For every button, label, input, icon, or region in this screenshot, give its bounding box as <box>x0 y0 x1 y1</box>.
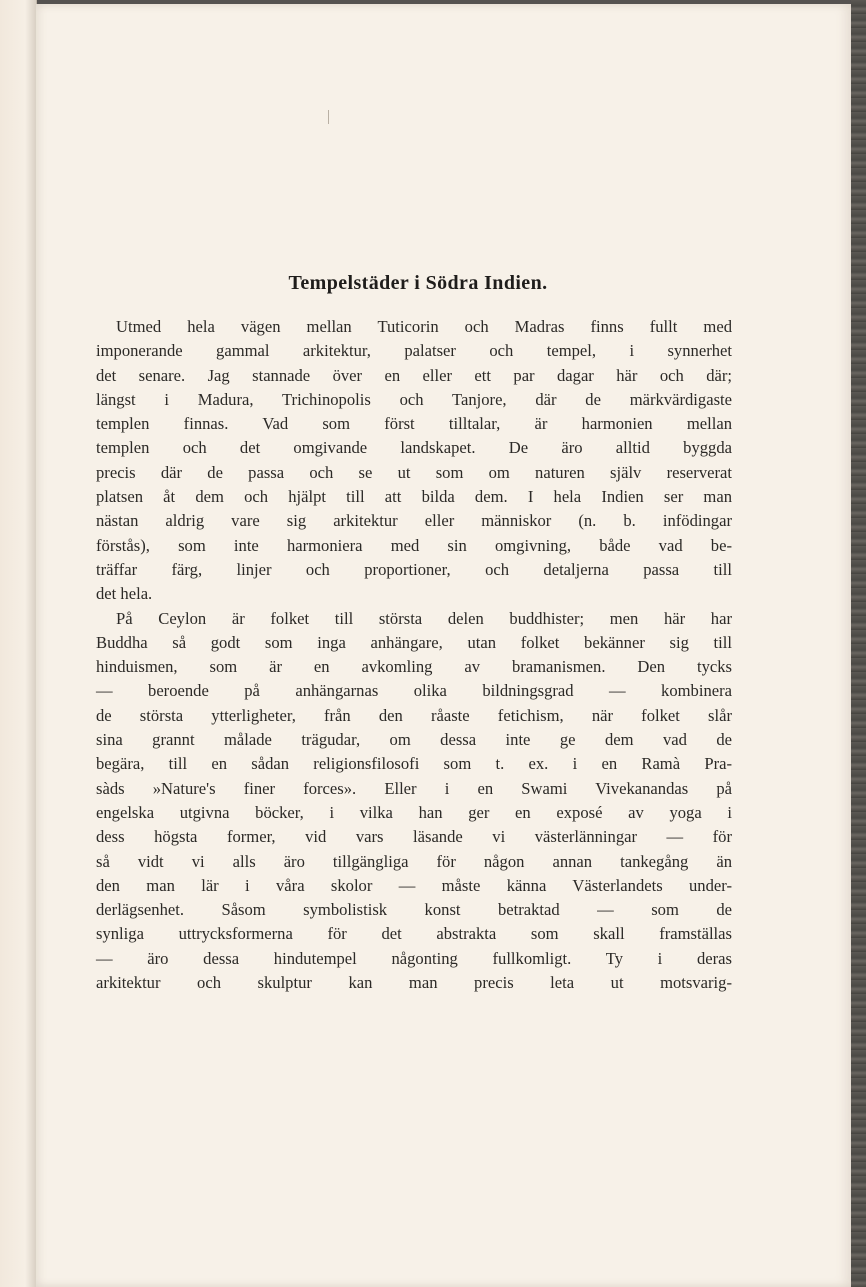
right-page-edge <box>851 0 866 1287</box>
text-line: synliga uttrycksformerna för det abstrakta som skall framställas <box>96 924 732 944</box>
text-line: dess högsta former, vid vars läsande vi västerlänningar — för <box>96 827 732 847</box>
text-line: hinduismen, som är en avkomling av bramanismen. Den tycks <box>96 657 732 677</box>
book-page <box>36 4 851 1287</box>
text-line: sàds »Nature's finer forces». Eller i en Swami Vivekanandas på <box>96 778 732 798</box>
text-line: förstås), som inte harmoniera med sin omgivning, både vad be- <box>96 535 732 555</box>
text-line: templen finnas. Vad som först tilltalar, är harmonien mellan <box>96 414 732 434</box>
ink-mark <box>328 110 329 124</box>
text-line: den man lär i våra skolor — måste känna Västerlandets under- <box>96 875 732 895</box>
text-line: det hela. <box>96 584 153 604</box>
text-line: precis där de passa och se ut som om naturen själv reserverat <box>96 462 732 482</box>
paragraph-1 <box>96 315 732 607</box>
text-line: engelska utgivna böcker, i vilka han ger en exposé av yoga i <box>96 802 732 822</box>
text-line: — äro dessa hindutempel någonting fullkomligt. Ty i deras <box>96 948 732 968</box>
text-line: så vidt vi alls äro tillgängliga för någon annan tankegång än <box>96 851 732 871</box>
text-line: derlägsenhet. Såsom symbolistisk konst betraktad — som de <box>96 900 732 920</box>
text-line: längst i Madura, Trichinopolis och Tanjore, där de märkvärdigaste <box>96 389 732 409</box>
paragraph-2 <box>96 607 732 996</box>
text-line: det senare. Jag stannade över en eller ett par dagar här och där; <box>96 365 732 385</box>
text-line: begära, till en sådan religionsfilosofi som t. ex. i en Ramà Pra- <box>96 754 732 774</box>
page-content <box>96 272 732 995</box>
text-line: — beroende på anhängarnas olika bildningsgrad — kombinera <box>96 681 732 701</box>
chapter-title: Tempelstäder i Södra Indien. <box>288 272 548 294</box>
text-line: imponerande gammal arkitektur, palatser och tempel, i synnerhet <box>96 341 732 361</box>
text-line: arkitektur och skulptur kan man precis leta ut motsvarig- <box>96 973 732 993</box>
text-line: nästan aldrig vare sig arkitektur eller människor (n. b. infödingar <box>96 511 732 531</box>
text-line: sina grannt målade trägudar, om dessa inte ge dem vad de <box>96 730 732 750</box>
left-page-edge <box>0 0 37 1287</box>
text-line: träffar färg, linjer och proportioner, och detaljerna passa till <box>96 559 732 579</box>
text-line: templen och det omgivande landskapet. De äro alltid byggda <box>96 438 732 458</box>
text-line: platsen åt dem och hjälpt till att bilda dem. I hela Indien ser man <box>96 487 732 507</box>
text-line: de största ytterligheter, från den råaste fetichism, när folket slår <box>96 705 732 725</box>
text-line: På Ceylon är folket till största delen buddhister; men här har <box>116 608 732 628</box>
text-line: Buddha så godt som inga anhängare, utan folket bekänner sig till <box>96 632 732 652</box>
text-line: Utmed hela vägen mellan Tuticorin och Madras finns fullt med <box>116 317 732 336</box>
